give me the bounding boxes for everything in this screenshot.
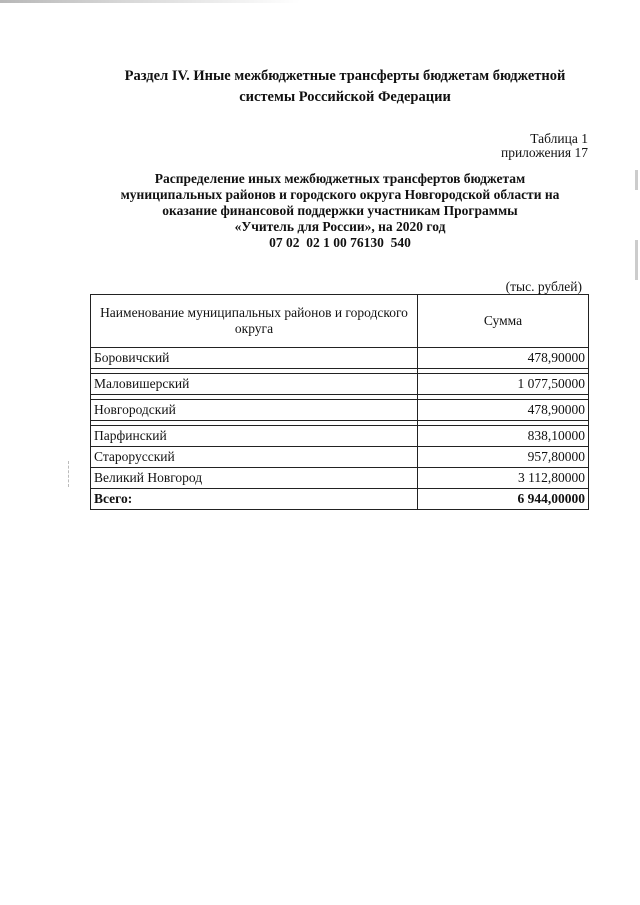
scan-edge-artifact	[635, 170, 638, 190]
table-row	[91, 374, 589, 395]
row-name: Маловишерский	[91, 374, 418, 395]
distribution-table	[90, 294, 589, 510]
scan-edge-artifact	[635, 240, 638, 280]
budget-code: 07 02 02 1 00 76130 540	[269, 235, 411, 250]
row-name: Великий Новгород	[91, 468, 418, 489]
header-name: Наименование муниципальных районов и городского округа	[91, 295, 418, 348]
row-name: Боровичский	[91, 348, 418, 369]
table-reference	[501, 132, 588, 160]
document-title	[75, 171, 605, 251]
table-header-row	[91, 295, 589, 348]
table-number: Таблица 1	[530, 131, 588, 146]
row-sum: 957,80000	[418, 447, 589, 468]
row-name: Парфинский	[91, 426, 418, 447]
scan-margin-artifact	[68, 461, 70, 487]
section-title-line: системы Российской Федерации	[239, 89, 451, 105]
table-row	[91, 426, 589, 447]
table-row	[91, 447, 589, 468]
title-line: Распределение иных межбюджетных трансфертов бюджетам	[154, 171, 526, 186]
row-name: Старорусский	[91, 447, 418, 468]
row-sum: 3 112,80000	[418, 468, 589, 489]
table-row	[91, 348, 589, 369]
title-line: «Учитель для России», на 2020 год	[234, 219, 446, 234]
row-sum: 478,90000	[418, 348, 589, 369]
row-sum: 478,90000	[418, 400, 589, 421]
table-total-row	[91, 489, 589, 510]
header-sum: Сумма	[418, 295, 589, 348]
section-title-line: Раздел IV. Иные межбюджетные трансферты бюджетам бюджетной	[124, 68, 566, 84]
row-name: Новгородский	[91, 400, 418, 421]
title-line: оказание финансовой поддержки участникам Программы	[162, 203, 518, 218]
title-line: муниципальных районов и городского округа Новгородской области на	[120, 187, 560, 202]
row-sum: 1 077,50000	[418, 374, 589, 395]
table-row	[91, 400, 589, 421]
total-sum: 6 944,00000	[418, 489, 589, 510]
appendix-number: приложения 17	[500, 145, 588, 160]
units-label: (тыс. рублей)	[505, 279, 582, 294]
row-sum: 838,10000	[418, 426, 589, 447]
total-label: Всего:	[91, 489, 418, 510]
section-title	[95, 66, 595, 108]
scan-edge-artifact	[0, 0, 300, 3]
table-row	[91, 468, 589, 489]
